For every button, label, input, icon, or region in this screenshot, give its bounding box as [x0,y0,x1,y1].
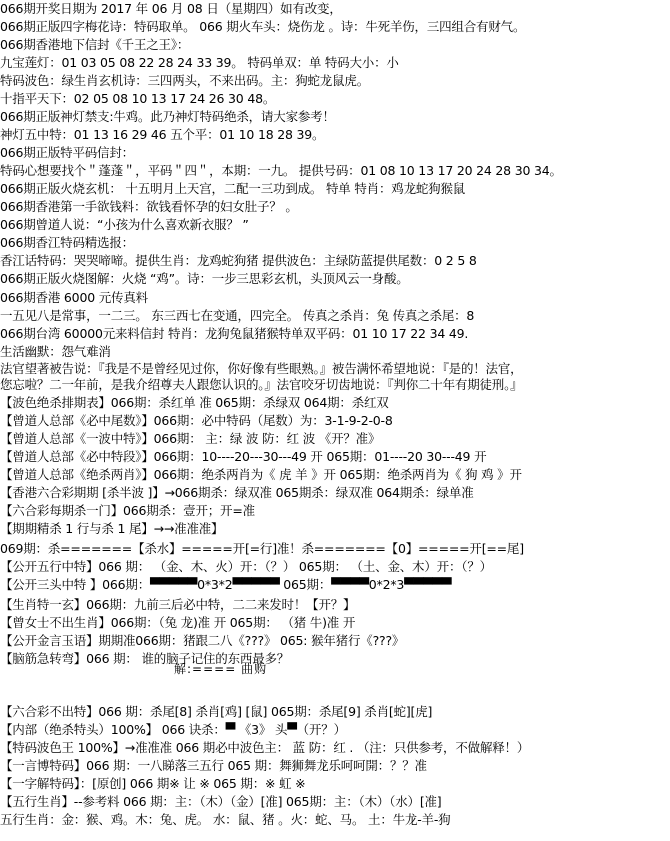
text-line: 066期香港第一手欲钱料：欲钱看怀孕的妇女肚子？ 。 [0,199,298,214]
text-line: 066期香港地下信封《千王之王》： [0,37,190,52]
text-line: 【曾道人总部《绝杀两肖》】066期：绝杀两肖为《 虎 羊 》开 065期：绝杀两肖为《 狗 鸡 》开 [0,467,522,482]
text-line: 066期正版火烧玄机： 十五明月上天宫，二配一三功到成。 特单 特肖：鸡龙蛇狗猴鼠 [0,181,466,196]
text-line: 【特码波色王 100%】→准准准 066 期必中波色主： 蓝 防：红 . （注：只供参考，不做解释！） [0,740,530,755]
text-line: 069期：杀=======【杀水】=====开[=行]准！杀=======【0】=====开[==尾] [0,541,524,556]
text-line: 066期正版特平码信封： [0,145,134,160]
text-line: 【曾道人总部《必中尾数》】066期：必中特码（尾数）为：3-1-9-2-0-8 [0,413,393,428]
text-line: 五行生肖：金：猴、鸡。木：兔、虎。 水：鼠、猪 。火：蛇、马。 土：牛龙-羊-狗 [0,812,451,827]
text-line: 【香港六合彩期期 [杀半波 ]】→066期杀：绿双准 065期杀：绿双准 064期杀：绿单准 [0,485,474,500]
text-line: 066期正版神灯禁支:牛鸡。此乃神灯特码绝杀，请大家参考！ [0,109,335,124]
text-line: 【公开金言玉语】期期准066期：猪跟二八《???》 065: 猴年猪行《???》 [0,633,405,648]
text-line: 【生肖特一玄】066期：九前三后必中特，二二来发时！【开？】 [0,597,356,612]
text-line: 066期台湾 60000元来料信封 特肖：龙狗兔鼠猪猴特单双平码：01 10 17 22 34 49. [0,326,469,341]
text-line: 香江话特码：哭哭啼啼。提供生肖：龙鸡蛇狗猪 提供波色：主绿防蓝提供尾数：0 2 5 8 [0,253,477,268]
text-line: 【六合彩每期杀一门】066期杀：壹开；开=准 [0,503,255,518]
text-line: 【曾道人总部《必中特段》】066期：10----20---30---49 开 065期：01----20 30---49 开 [0,449,487,464]
text-line: 066期香港 6000 元传真料 [0,290,148,305]
text-line: 【六合彩不出特】066 期：杀尾[8] 杀肖[鸡] [鼠] 065期：杀尾[9] 杀肖[蛇][虎] [0,704,433,719]
text-line: 【曾道人总部《一波中特》】066期： 主：绿 波 防：红 波 《开？准》 [0,431,381,446]
text-line: 九宝莲灯：01 03 05 08 22 28 24 33 39。 特码单双：单 特码大小：小 [0,55,399,70]
text-line: 生活幽默：怨气难消 [0,344,111,359]
text-line: 十指平天下：02 05 08 10 13 17 24 26 30 48。 [0,91,276,106]
text-line: 【一字解特码】：[原创] 066 期※ 让 ※ 065 期：※ 虹 ※ [0,776,306,791]
text-line: 【内部（绝杀特头）100%】 066 诀杀：▀ 《3》 头▀（开？） [0,722,346,737]
text-line: 【公开三头中特 】066期：▀▀▀▀▀0*3*2▀▀▀▀▀ 065期：▀▀▀▀0*2*3▀▀▀▀▀ [0,577,452,592]
text-line: 【曾女士不出生肖】066期：（兔 龙)准 开 065期： （猪 牛)准 开 [0,615,356,630]
text-line: 【一言博特码】066 期：一八睇落三五行 065 期：舞狮舞龙乐呵呵開：？？准 [0,758,427,773]
text-line: 法官望著被告说：『我是不是曾经见过你，你好像有些眼熟。』被告满怀希望地说：『是的！法官， [0,361,523,376]
text-line: 066期曾道人说：“小孩为什么喜欢新衣服？ ” [0,217,249,232]
text-line: 【期期精杀 1 行与杀 1 尾】→→准准准】 [0,521,224,536]
riddle-answer: 解:==== 曲购 [174,662,268,676]
text-line: 066期香江特码精选报： [0,235,134,250]
text-line: 【脑筋急转弯】066 期： 谁的脑子记住的东西最多？ [0,651,290,666]
text-line: 特码波色：绿生肖玄机诗：三四两头，不来出码。主：狗蛇龙鼠虎。 [0,73,370,88]
text-line: 【五行生肖】--参考料 066 期：主：（木）（金）[准] 065期：主：（木）（水）[准] [0,794,442,809]
text-line: 您忘啦？二一年前，是我介绍尊夫人跟您认识的。』法官咬牙切齿地说：『判你二十年有期徒刑。』 [0,377,523,392]
text-line: 066期正版四字梅花诗：特码取单。 066 期火车头：烧伤龙 。诗：牛死羊伤，三四组合有财气。 [0,19,526,34]
text-line: 066期正版火烧图解：火烧 “鸡”。诗：一步三思彩玄机，头顶风云一身酸。 [0,271,409,286]
text-line: 神灯五中特：01 13 16 29 46 五个平：01 10 18 28 39。 [0,127,325,142]
text-line: 【波色绝杀排期表】066期：杀红单 准 065期：杀绿双 064期：杀红双 [0,395,389,410]
text-line: 特码心想要找个＂蓬蓬＂，平码＂四＂，本期：一九。 提供号码：01 08 10 13 17 20 24 28 30 34。 [0,163,562,178]
text-line: 【公开五行中特】066 期： （金、木、火）开：（？） 065期： （土、金、木）开：（？） [0,559,492,574]
text-line: 一五见八是常事，一二三。 东三西七在变通，四完全。 传真之杀肖：兔 传真之杀尾：8 [0,308,475,323]
text-line: 066期开奖日期为 2017 年 06 月 08 日（星期四）如有改变， [0,1,342,16]
